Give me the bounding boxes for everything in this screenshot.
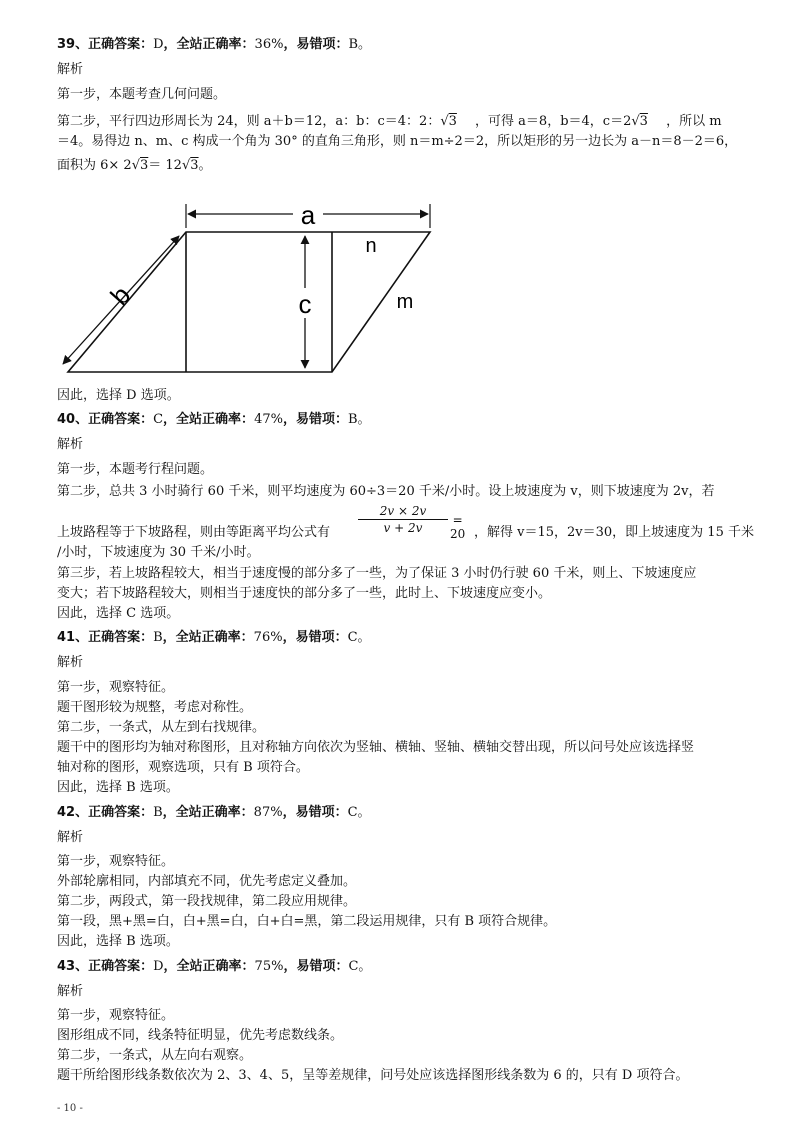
q39-header: 39、正确答案：D，全站正确率：36%，易错项：B。 (57, 37, 372, 52)
formula-numerator: 2v × 2v (358, 504, 448, 520)
label-n: n (365, 235, 377, 257)
q43-line3: 第二步，一条式，从左向右观察。 (57, 1048, 253, 1063)
q41-line5: 轴对称的图形，观察选项，只有 B 项符合。 (57, 760, 309, 775)
q40-step3-line1: 第三步，若上坡路程较大，相当于速度慢的部分多了一些，为了保证 3 小时仍行驶 60 千米，则上、下坡速度应 (57, 566, 697, 581)
q40-formula (358, 504, 466, 541)
q40-conclusion: 因此，选择 C 选项。 (57, 606, 180, 621)
q41-header: 41、正确答案：B，全站正确率：76%，易错项：C。 (57, 630, 371, 645)
q40-step2-line1: 第二步，总共 3 小时骑行 60 千米，则平均速度为 60÷3＝20 千米/小时。设上坡速度为 v，则下坡速度为 2v，若 (57, 484, 715, 499)
label-b: b (104, 279, 137, 311)
q39-parallelogram-figure (55, 192, 445, 382)
q42-analysis-label: 解析 (57, 830, 84, 845)
q40-step2-line3: /小时，下坡速度为 30 千米/小时。 (57, 545, 260, 560)
q42-header: 42、正确答案：B，全站正确率：87%，易错项：C。 (57, 805, 371, 820)
q42-step1: 第一步，观察特征。 (57, 854, 175, 869)
label-c: c (298, 289, 312, 319)
q39-step2-line1: 第二步，平行四边形周长为 24，则 a＋b＝12，a：b：c＝4：2：√3 ，可得 a＝8，b＝4，c＝2√3 ，所以 m (57, 114, 722, 129)
sqrt-3: √3 (440, 114, 457, 129)
q41-line3: 第二步，一条式，从左到右找规律。 (57, 720, 266, 735)
label-m: m (396, 291, 414, 313)
q39-conclusion: 因此，选择 D 选项。 (57, 388, 180, 403)
q43-line4: 题干所给图形线条数依次为 2、3、4、5，呈等差规律，问号处应该选择图形线条数为 6 的，只有 D 项符合。 (57, 1068, 689, 1083)
q41-analysis-label: 解析 (57, 655, 84, 670)
sqrt-3: √3 (631, 114, 648, 129)
sqrt-3: √3 (181, 158, 199, 173)
q42-line3: 第二步，两段式，第一段找规律，第二段应用规律。 (57, 894, 357, 909)
label-a: a (300, 200, 316, 230)
formula-equals: = 20 (450, 513, 466, 541)
q41-line2: 题干图形较为规整，考虑对称性。 (57, 700, 253, 715)
q43-line2: 图形组成不同，线条特征明显，优先考虑数线条。 (57, 1028, 344, 1043)
q42-conclusion: 因此，选择 B 选项。 (57, 934, 179, 949)
q40-header: 40、正确答案：C，全站正确率：47%，易错项：B。 (57, 412, 371, 427)
q43-header: 43、正确答案：D，全站正确率：75%，易错项：C。 (57, 959, 372, 974)
q39-step1: 第一步，本题考查几何问题。 (57, 87, 227, 102)
q43-analysis-label: 解析 (57, 984, 84, 999)
q40-step2-line2-right: ，解得 v＝15，2v＝30，即上坡速度为 15 千米 (474, 525, 754, 540)
q41-conclusion: 因此，选择 B 选项。 (57, 780, 179, 795)
q43-step1: 第一步，观察特征。 (57, 1008, 175, 1023)
q39-analysis-label: 解析 (57, 62, 84, 77)
q42-line2: 外部轮廓相同，内部填充不同，优先考虑定义叠加。 (57, 874, 357, 889)
q40-analysis-label: 解析 (57, 437, 84, 452)
q41-step1: 第一步，观察特征。 (57, 680, 175, 695)
q41-line4: 题干中的图形均为轴对称图形，且对称轴方向依次为竖轴、横轴、竖轴、横轴交替出现，所以问号处应该选择竖 (57, 740, 695, 755)
q39-step2-line2: ＝4。易得边 n、m、c 构成一个角为 30° 的直角三角形，则 n＝m÷2＝2，所以矩形的另一边长为 a－n＝8－2＝6， (57, 134, 738, 149)
q42-line4: 第一段，黑+黑=白，白+黑=白，白+白=黑，第二段运用规律，只有 B 项符合规律。 (57, 914, 557, 929)
formula-denominator: v + 2v (383, 521, 423, 535)
sqrt-3: √3 (131, 158, 149, 173)
q40-step3-line2: 变大；若下坡路程较大，则相当于速度快的部分多了一些，此时上、下坡速度应变小。 (57, 586, 552, 601)
q39-step2-line3: 面积为 6× 2√3＝ 12√3。 (57, 158, 212, 173)
page-number: - 10 - (57, 1103, 83, 1114)
q40-step2-line2-left: 上坡路程等于下坡路程，则由等距离平均公式有 (57, 525, 331, 540)
q40-step1: 第一步，本题考行程问题。 (57, 462, 214, 477)
